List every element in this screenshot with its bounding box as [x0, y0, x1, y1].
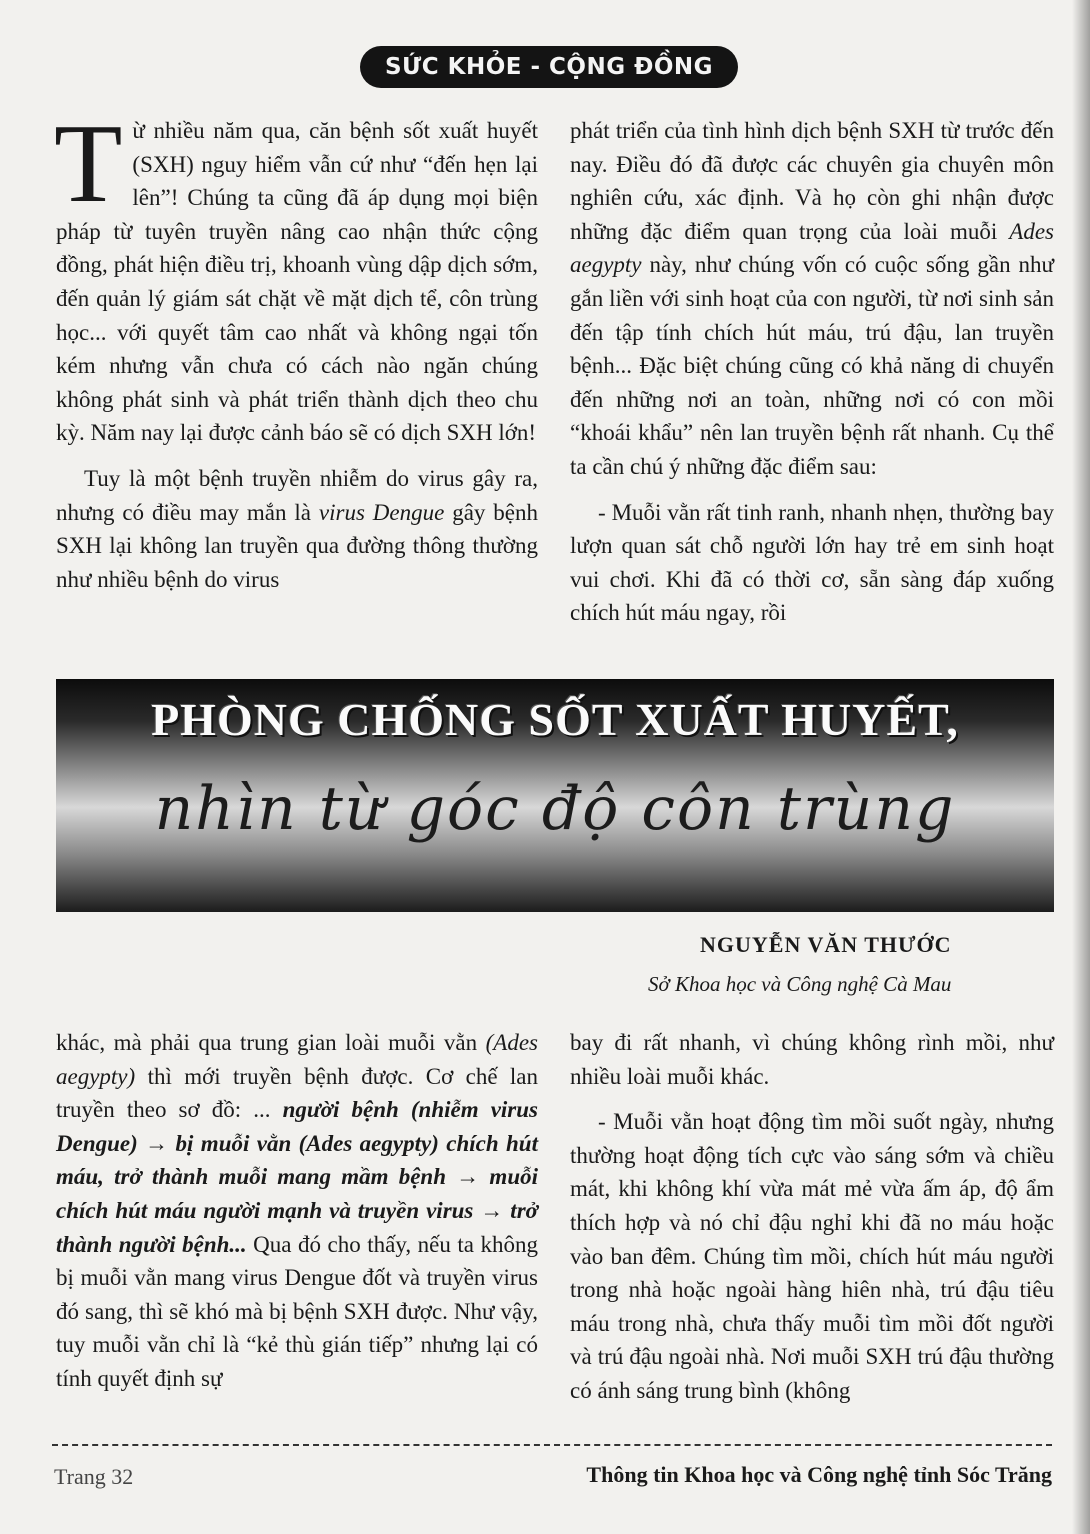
paragraph [570, 114, 1054, 484]
text: này, như chúng vốn có cuộc sống gần như gắn liền với sinh hoạt của con người, từ nơi sinh sản đến tập tính chích hút máu, trú đậu, lan truyền bệnh... Đặc biệt chúng cũng có khả năng di chuyển đến những nơi an toàn, những nơi có con mồi “khoái khẩu” nên lan truyền bệnh rất nhanh. Cụ thể ta cần chú ý những đặc điểm sau: [570, 252, 1054, 479]
paragraph [56, 1026, 538, 1396]
bottom-left-column [56, 1026, 538, 1408]
footer-divider [52, 1444, 1052, 1446]
paragraph: - Muỗi vằn rất tinh ranh, nhanh nhẹn, thường bay lượn quan sát chỗ người lớn hay trẻ em sinh hoạt vui chơi. Khi đã có thời cơ, sẵn sàng đáp xuống chích hút máu ngay, rồi [570, 499, 1054, 626]
italic-term: virus Dengue [318, 499, 445, 525]
article-subtitle: nhìn từ góc độ côn trùng [154, 774, 956, 844]
text: Qua đó cho thấy, nếu ta không bị muỗi vằn mang virus Dengue đốt và truyền virus đó sang, thì sẽ khó mà bị bệnh SXH được. Như vậy, tuy muỗi vằn chỉ là “kẻ thù gián tiếp” nhưng lại có tính quyết định sự [56, 1231, 538, 1391]
publication-name: Thông tin Khoa học và Công nghệ tỉnh Sóc Trăng [586, 1462, 1052, 1487]
text: phát triển của tình hình dịch bệnh SXH từ trước đến nay. Điều đó đã được các chuyên gia chuyên môn nghiên cứu, xác định. Và họ còn ghi nhận được những đặc điểm quan trọng của loài muỗi [570, 118, 1054, 244]
intro-paragraph [54, 102, 538, 450]
bottom-right-column [570, 1026, 1054, 1420]
article-title: PHÒNG CHỐNG SỐT XUẤT HUYẾT, [151, 694, 959, 745]
section-header: SỨC KHỎE - CỘNG ĐỒNG [360, 46, 738, 88]
transmission-diagram-text: người bệnh (nhiễm virus Dengue) → bị muỗi vằn (Ades aegypty) chích hút máu, trở thành muỗi mang mầm bệnh → muỗi chích hút máu người mạnh và truyền virus → trở thành người bệnh... [56, 1097, 538, 1257]
paragraph: bay đi rất nhanh, vì chúng không rình mồi, như nhiều loài muỗi khác. [570, 1030, 1054, 1089]
italic-term: (Ades aegypty) [56, 1030, 538, 1089]
text: khác, mà phải qua trung gian loài muỗi vằn [56, 1030, 486, 1055]
intro-text: ừ nhiều năm qua, căn bệnh sốt xuất huyết (SXH) nguy hiểm vẫn cứ như “đến hẹn lại lên”! Chúng ta cũng đã áp dụng mọi biện pháp từ tuyên truyền nâng cao nhận thức cộng đồng, phát hiện điều trị, khoanh vùng dập dịch sớm, đến quản lý giám sát chặt về mặt dịch tể, côn trùng học... với quyết tâm cao nhất và không ngại tốn kém nhưng vẫn chưa có cách nào ngăn chúng không phát sinh và phát triển thành dịch theo chu kỳ. Năm nay lại được cảnh báo sẽ có dịch SXH lớn! [56, 118, 538, 446]
paragraph [56, 462, 538, 596]
italic-term: Ades aegypty [570, 218, 1054, 278]
title-banner [56, 679, 1054, 912]
page-number: Trang 32 [54, 1464, 134, 1489]
paragraph: - Muỗi vằn hoạt động tìm mồi suốt ngày, nhưng thường hoạt động tích cực vào sáng sớm và chiều mát, khi không khí vừa mát mẻ vừa ấm áp, độ ẩm thích hợp và nó chỉ đậu nghỉ khi đã no máu hoặc vào ban đêm. Chúng tìm mồi, chích hút máu người trong nhà hoặc ngoài hàng hiên nhà, trú đậu tiêu máu trong nhà, chưa thấy muỗi tìm mồi đốt người và trú đậu ngoài nhà. Nơi muỗi SXH trú đậu thường có ánh sáng trung bình (không [570, 1109, 1054, 1403]
dropcap: T [54, 102, 123, 226]
top-right-column [570, 114, 1054, 642]
text: Tuy là một bệnh truyền nhiễm do virus gây ra, nhưng có điều may mắn là [56, 465, 538, 525]
text: gây bệnh SXH lại không lan truyền qua đường thông thường như nhiều bệnh do virus [56, 499, 539, 592]
author-name: NGUYỄN VĂN THƯỚC [700, 932, 952, 957]
text: thì mới truyền bệnh được. Cơ chế lan truyền theo sơ đồ: ... [56, 1063, 538, 1123]
top-left-column [54, 102, 539, 608]
author-affiliation: Sở Khoa học và Công nghệ Cà Mau [648, 972, 952, 996]
page-edge-shadow [1072, 0, 1090, 1534]
